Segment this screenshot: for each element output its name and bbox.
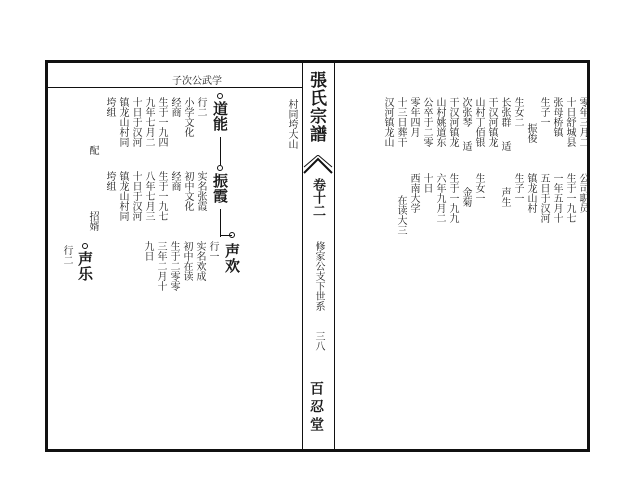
- spine-left-border: [302, 63, 303, 449]
- page-number: 三八: [313, 331, 324, 351]
- person-name-daoneng: 道能: [211, 101, 229, 131]
- record-column: 零年四月: [408, 97, 419, 137]
- genealogy-title: 張氏宗譜: [306, 71, 326, 143]
- person-text-line: 实名张霞: [195, 171, 206, 211]
- volume-number: 卷十二: [310, 178, 325, 217]
- record-column: 西南大学: [408, 173, 419, 213]
- person-name-shengle: 声乐: [76, 251, 94, 281]
- spine-right-border: [334, 63, 335, 449]
- left-page-header: 子次公武学: [172, 76, 222, 87]
- fishtail-ornament: [302, 155, 334, 175]
- record-column: 振俊: [525, 123, 536, 143]
- person-text-line: 九年七月二: [143, 97, 154, 147]
- record-column: 公司职员: [577, 173, 588, 213]
- record-column: 生于一九七: [564, 173, 575, 223]
- record-column: 生子一: [538, 97, 549, 127]
- record-column: 适: [499, 141, 510, 151]
- record-column: 六年九月二: [434, 173, 445, 223]
- village-note: 村同垮大山: [286, 99, 297, 149]
- person-text-line: 生于一九四: [156, 97, 167, 147]
- lineage-line: [220, 209, 221, 237]
- record-column: 镇龙山村: [525, 173, 536, 213]
- record-column: 零年三月二: [577, 97, 588, 147]
- person-text-line: 小学文化: [182, 97, 193, 137]
- page-frame: [45, 60, 590, 452]
- record-column: 在读大三: [395, 195, 406, 235]
- record-column: 一年五月十: [551, 173, 562, 223]
- person-text-line: 行二: [61, 245, 72, 265]
- person-text-line: 经商: [169, 171, 180, 191]
- record-column: 声生: [499, 187, 510, 207]
- record-column: 汉河镇龙山: [382, 97, 393, 147]
- record-column: 公卒于二零: [421, 97, 432, 147]
- record-column: 适: [460, 141, 471, 151]
- record-column: 生女一: [473, 173, 484, 203]
- person-text-line: 初中文化: [182, 171, 193, 211]
- lineage-line: [220, 137, 221, 165]
- person-text-line: 行二: [195, 97, 206, 117]
- person-text-line: 十日于汉河: [130, 171, 141, 221]
- record-column: 生于一九九: [447, 173, 458, 223]
- record-column: 山村丁佰银: [473, 97, 484, 147]
- person-text-line: 生于二零零: [168, 241, 179, 291]
- person-text-line: 三年二月十: [155, 241, 166, 291]
- marriage-note: 招婿: [87, 211, 98, 231]
- record-column: 次张琴: [460, 97, 471, 127]
- record-column: 十日舒城县: [564, 97, 575, 147]
- record-column: 生女二: [512, 97, 523, 127]
- record-column: 五日于汉河: [538, 173, 549, 223]
- person-node-circle: [217, 93, 223, 99]
- person-text-line: 垮组: [104, 171, 115, 191]
- branch-section: 修家公支下世系: [313, 241, 324, 311]
- record-column: 十日: [421, 173, 432, 193]
- person-text-line: 镇龙山村同: [117, 97, 128, 147]
- record-column: 干汉河镇龙: [486, 97, 497, 147]
- person-text-line: 实名欢成: [194, 241, 205, 281]
- person-text-line: 经商: [169, 97, 180, 117]
- record-column: 生子一: [512, 173, 523, 203]
- person-text-line: 生于一九七: [156, 171, 167, 221]
- person-text-line: 十日于汉河: [130, 97, 141, 147]
- person-text-line: 行一: [207, 241, 218, 261]
- record-column: 张母桥镇: [551, 97, 562, 137]
- record-column: 山村姚道东: [434, 97, 445, 147]
- hall-name: 百忍堂: [308, 381, 324, 435]
- person-name-shenghuan: 声欢: [223, 243, 241, 273]
- person-node-circle: [217, 165, 223, 171]
- record-column: 十三日葬干: [395, 97, 406, 147]
- person-text-line: 九日: [142, 241, 153, 261]
- record-column: 干汉河镇龙: [447, 97, 458, 147]
- person-name-zhenxia: 振霞: [211, 173, 229, 203]
- person-text-line: 初中在读: [181, 241, 192, 281]
- left-header-rule: [48, 87, 302, 88]
- person-text-line: 镇龙山村同: [117, 171, 128, 221]
- record-column: 金菊: [460, 187, 471, 207]
- person-node-circle: [82, 243, 88, 249]
- person-node-circle: [229, 232, 235, 238]
- record-column: 长张群: [499, 97, 510, 127]
- person-text-line: 垮组: [104, 97, 115, 117]
- person-text-line: 八年七月三: [143, 171, 154, 221]
- spouse-marker: 配: [87, 145, 98, 155]
